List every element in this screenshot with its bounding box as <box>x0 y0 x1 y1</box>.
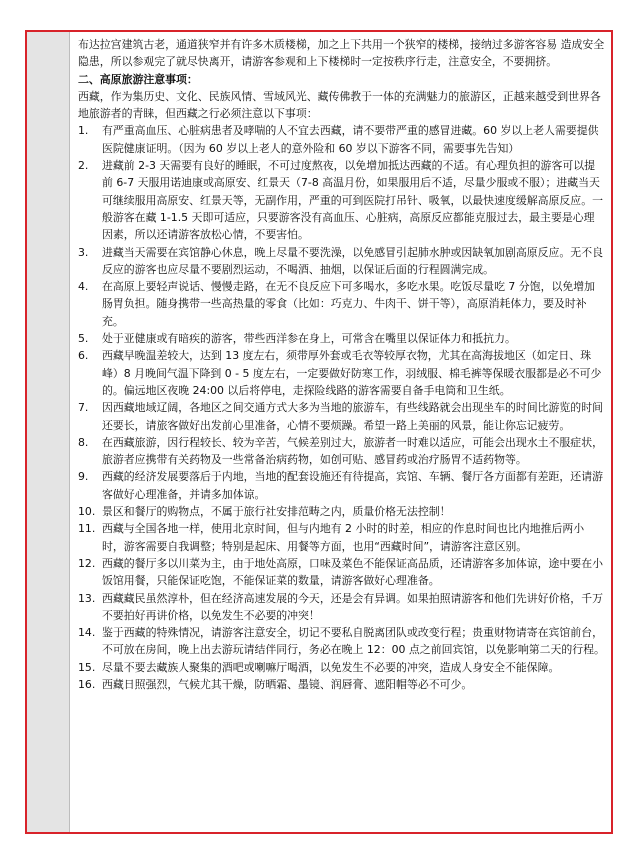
item-number: 11. <box>78 522 96 536</box>
list-item <box>78 399 605 434</box>
list-item <box>78 122 605 157</box>
list-item <box>78 434 605 469</box>
list-item <box>78 244 605 279</box>
item-number: 5. <box>78 332 89 346</box>
section-intro: 西藏，作为集历史、文化、民族风情、雪域风光、藏传佛教于一体的充满魅力的旅游区，正越来越受到世界各地旅游者的青睐，但西藏之行必须注意以下事项： <box>78 89 601 121</box>
list-item <box>78 590 605 625</box>
item-text: 进藏前 2-3 天需要有良好的睡眠，不可过度熬夜，以免增加抵达西藏的不适。有心理负担的游客可以提前 6-7 天服用诺迪康或高原安、红景天（7-8 高温月份，如果服用后不适，尽量少服或不服）；进藏当天可继续服用高原安、红景天等，无副作用，严重的可到医院打吊针、吸氧，以最快速度缓解高原反应。一般游客在藏 1-1.5 天即可适应，只要游客没有高血压、心脏病，高原反应都能克服过去，最主要是心理因素，所以还请游客放松心情，不要害怕。 <box>102 159 603 242</box>
list-item <box>78 347 605 399</box>
item-number: 10. <box>78 505 96 519</box>
content-area <box>70 32 611 832</box>
list-item <box>78 520 605 555</box>
item-text: 有严重高血压、心脏病患者及哮喘的人不宜去西藏，请不要带严重的感冒进藏。60 岁以上老人需要提供医院健康证明。（因为 60 岁以上老人的意外险和 60 岁以下游客不同，需要事先告知） <box>102 124 599 155</box>
item-text: 景区和餐厅的购物点，不属于旅行社安排范畴之内，质量价格无法控制！ <box>102 505 451 519</box>
left-gutter <box>27 32 70 832</box>
item-text: 西藏的经济发展要落后于内地，当地的配套设施还有待提高，宾馆、车辆、餐厅各方面都有差距，还请游客做好心理准备，并请多加体谅。 <box>102 470 603 501</box>
section-heading: 二、高原旅游注意事项： <box>78 72 198 86</box>
notice-list <box>78 122 605 693</box>
item-number: 1. <box>78 124 89 138</box>
item-number: 6. <box>78 349 89 363</box>
document-frame <box>25 30 613 834</box>
item-text: 西藏藏民虽然淳朴，但在经济高速发展的今天，还是会有异调。如果拍照请游客和他们先讲好价格，千万不要拍好再讲价格，以免发生不必要的冲突！ <box>102 591 603 622</box>
item-number: 16. <box>78 677 96 691</box>
item-text: 在西藏旅游，因行程较长、较为辛苦，气候差别过大，旅游者一时难以适应，可能会出现水土不服症状，旅游者应携带有关药物及一些常备治病药物，如创可贴、感冒药或治疗肠胃不适药物等。 <box>102 435 603 467</box>
list-item <box>78 624 605 659</box>
list-item <box>78 330 605 347</box>
list-item <box>78 503 605 520</box>
list-item <box>78 278 605 330</box>
list-item <box>78 676 605 693</box>
list-item <box>78 468 605 503</box>
item-number: 8. <box>78 435 89 449</box>
item-number: 7. <box>78 401 89 415</box>
item-text: 西藏日照强烈，气候尤其干燥，防晒霜、墨镜、润唇膏、遮阳帽等必不可少。 <box>102 677 473 691</box>
item-text: 鉴于西藏的特殊情况，请游客注意安全，切记不要私自脱离团队或改变行程；贵重财物请寄在宾馆前台，不可放在房间，晚上出去游玩请结伴同行，务必在晚上 12：00 点之前回宾馆，以免影响第二天的行程。 <box>102 626 605 657</box>
item-number: 4. <box>78 280 89 294</box>
item-text: 进藏当天需要在宾馆静心休息，晚上尽量不要洗澡，以免感冒引起肺水肿或因缺氧加剧高原反应。无不良反应的游客也应尽量不要剧烈运动，不喝酒、抽烟，以保证后面的行程圆满完成。 <box>102 245 603 276</box>
list-item <box>78 659 605 676</box>
intro-paragraph: 布达拉宫建筑古老，通道狭窄并有许多木质楼梯，加之上下共用一个狭窄的楼梯，接纳过多游客容易 造成安全隐患，所以参观完了就尽快离开，请游客参观和上下楼梯时一定按秩序行走，注意安全，不要拥挤。 <box>78 38 605 69</box>
list-item <box>78 555 605 590</box>
item-number: 14. <box>78 626 96 640</box>
item-text: 尽量不要去藏族人聚集的酒吧或喇嘛厅喝酒，以免发生不必要的冲突，造成人身安全不能保障。 <box>102 660 560 674</box>
item-text: 西藏与全国各地一样，使用北京时间，但与内地有 2 小时的时差，相应的作息时间也比内地推后两小时，游客需要自我调整；特别是起床、用餐等方面，也用“西藏时间”，请游客注意区别。 <box>102 522 585 553</box>
list-item <box>78 157 605 243</box>
item-text: 处于亚健康或有暗疾的游客，带些西洋参在身上，可常含在嘴里以保证体力和抵抗力。 <box>102 332 516 346</box>
item-text: 在高原上要轻声说话、慢慢走路，在无不良反应下可多喝水，多吃水果。吃饭尽量吃 7 分饱，以免增加肠胃负担。随身携带一些高热量的零食（比如：巧克力、牛肉干、饼干等），高原消耗体力，要及时补充。 <box>102 280 596 328</box>
item-text: 因西藏地域辽阔，各地区之间交通方式大多为当地的旅游车，有些线路就会出现坐车的时间比游览的时间还要长，请旅客做好出发前心里准备，心情不要烦躁。希望一路上美丽的风景，能让你忘记疲劳。 <box>102 401 603 432</box>
item-text: 西藏的餐厅多以川菜为主，由于地处高原，口味及菜色不能保证高品质，还请游客多加体谅，途中要在小饭馆用餐，只能保证吃饱，不能保证菜的数量，请游客做好心理准备。 <box>102 556 603 588</box>
item-number: 3. <box>78 245 89 259</box>
item-number: 9. <box>78 470 89 484</box>
item-number: 12. <box>78 556 96 570</box>
item-number: 2. <box>78 159 89 173</box>
item-number: 13. <box>78 591 96 605</box>
item-text: 西藏早晚温差较大，达到 13 度左右，须带厚外套或毛衣等较厚衣物，尤其在高海拔地区（如定日、珠峰）8 月晚间气温下降到 0 - 5 度左右，一定要做好防寒工作，羽绒服、棉毛裤等保暖衣服都是必不可少的。偏远地区夜晚 24:00 以后将停电，走探险线路的游客需要自备手电筒和卫生纸。 <box>102 349 602 397</box>
item-number: 15. <box>78 660 96 674</box>
